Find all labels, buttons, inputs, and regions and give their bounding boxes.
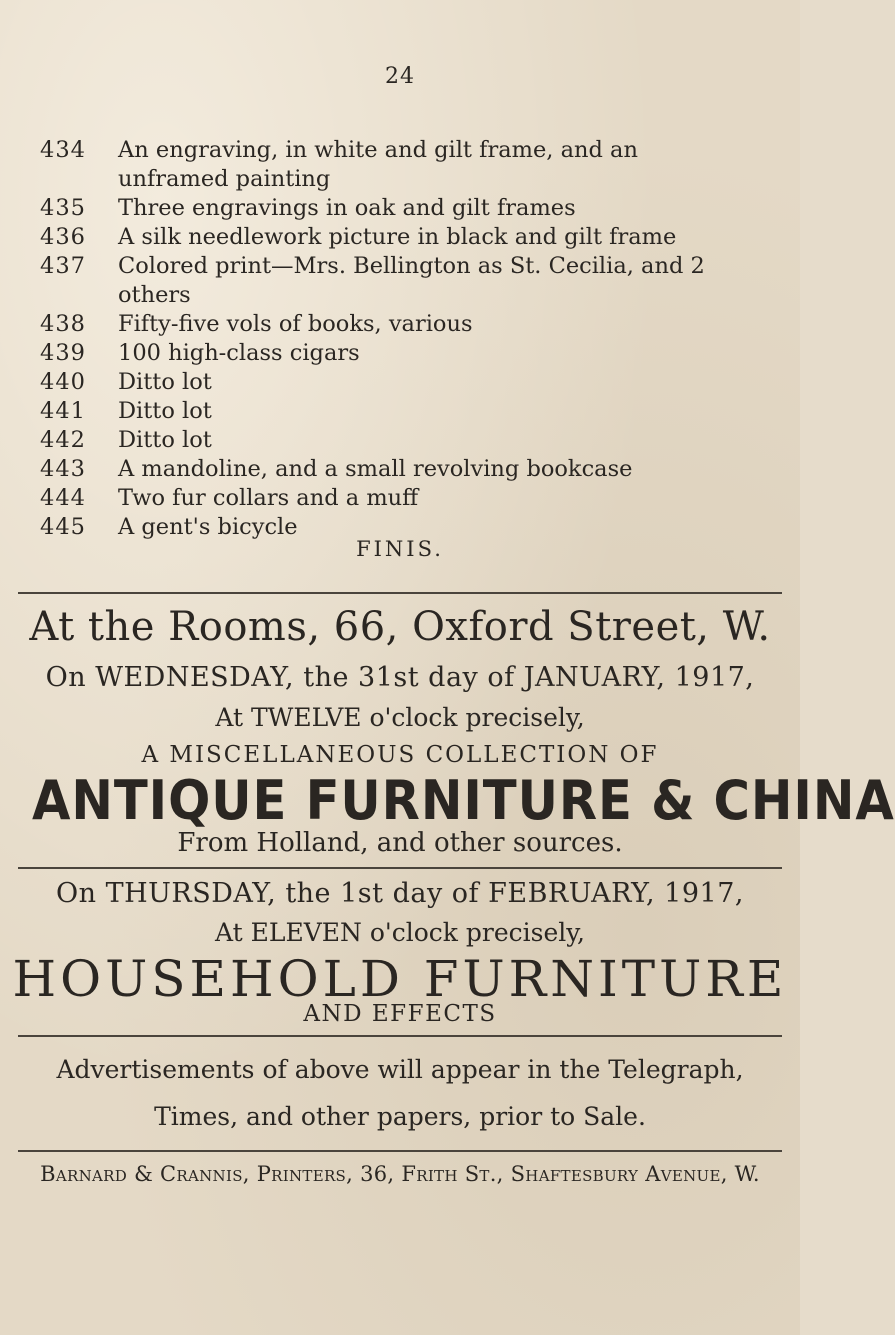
- divider: [18, 1150, 782, 1152]
- lot-item: [40, 310, 780, 339]
- lot-number: 444: [40, 485, 86, 511]
- lot-number: 435: [40, 195, 86, 221]
- divider: [18, 1035, 782, 1037]
- lot-description: A silk needlework picture in black and gilt frame: [118, 224, 677, 250]
- effects-line: AND EFFECTS: [303, 1001, 497, 1027]
- lot-number: 436: [40, 224, 86, 250]
- lot-number: 441: [40, 398, 86, 424]
- sale-venue: At the Rooms, 66, Oxford Street, W.: [29, 604, 771, 650]
- sale-time: At ELEVEN o'clock precisely,: [214, 918, 586, 947]
- sale-date: On WEDNESDAY, the 31st day of JANUARY, 1917,: [45, 662, 755, 693]
- lot-description: Ditto lot: [118, 427, 212, 453]
- lot-description: A mandoline, and a small revolving bookcase: [118, 456, 633, 482]
- lot-item: [40, 455, 780, 484]
- lot-item: [40, 223, 780, 252]
- sale-time: At TWELVE o'clock precisely,: [215, 703, 585, 732]
- divider: [18, 867, 782, 869]
- lot-item: [40, 426, 780, 455]
- lot-number: 439: [40, 340, 86, 366]
- collection-heading: A MISCELLANEOUS COLLECTION OF: [141, 742, 659, 768]
- lot-item: [40, 339, 780, 368]
- sources-line: From Holland, and other sources.: [177, 828, 623, 858]
- lot-description: Two fur collars and a muff: [118, 485, 419, 511]
- lot-description: Colored print—Mrs. Bellington as St. Cecilia, and 2: [118, 253, 705, 279]
- lot-number: 442: [40, 427, 86, 453]
- lot-description: A gent's bicycle: [118, 514, 298, 540]
- lot-item: [40, 252, 780, 310]
- printer-imprint: Barnard & Crannis, Printers, 36, Frith St., Shaftesbury Avenue, W.: [40, 1162, 760, 1186]
- sale-date: On THURSDAY, the 1st day of FEBRUARY, 1917,: [56, 878, 744, 909]
- divider: [18, 592, 782, 594]
- lot-item: [40, 194, 780, 223]
- lot-item: [40, 484, 780, 513]
- lot-description: Three engravings in oak and gilt frames: [118, 195, 576, 221]
- lot-item: [40, 136, 780, 194]
- lot-description: Fifty-five vols of books, various: [118, 311, 473, 337]
- lot-description: An engraving, in white and gilt frame, and an: [118, 137, 638, 163]
- advertisement-line: Times, and other papers, prior to Sale.: [154, 1102, 646, 1131]
- finis-mark: FINIS.: [356, 537, 444, 561]
- household-headline: HOUSEHOLD FURNITURE: [12, 950, 788, 1008]
- page-number: 24: [385, 64, 415, 89]
- lot-number: 434: [40, 137, 86, 163]
- lot-number: 445: [40, 514, 86, 540]
- antique-headline: ANTIQUE FURNITURE & CHINA: [32, 769, 895, 832]
- lot-item: [40, 397, 780, 426]
- lot-description-continued: others: [118, 282, 191, 308]
- lot-description: Ditto lot: [118, 398, 212, 424]
- lot-item: [40, 368, 780, 397]
- lot-description-continued: unframed painting: [118, 166, 331, 192]
- lot-number: 437: [40, 253, 86, 279]
- lot-number: 438: [40, 311, 86, 337]
- lot-number: 443: [40, 456, 86, 482]
- lot-list: [40, 136, 780, 542]
- lot-description: Ditto lot: [118, 369, 212, 395]
- lot-description: 100 high-class cigars: [118, 340, 360, 366]
- advertisement-line: Advertisements of above will appear in the Telegraph,: [56, 1055, 744, 1084]
- lot-number: 440: [40, 369, 86, 395]
